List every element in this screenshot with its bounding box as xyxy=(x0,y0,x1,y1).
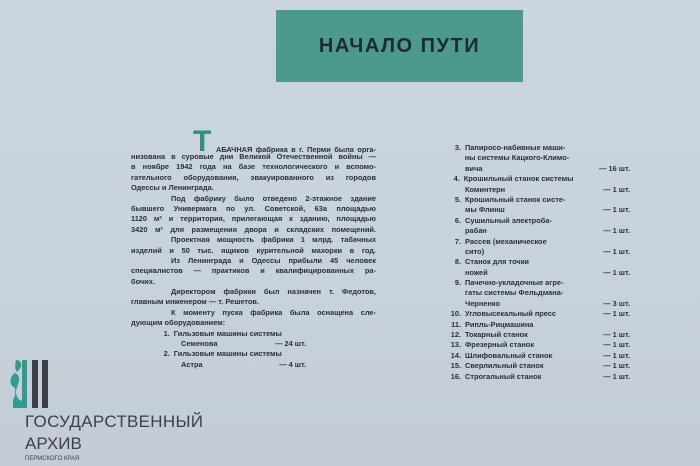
text-line: гательного оборудования, эвакуированного из городов xyxy=(131,172,376,182)
equipment-item xyxy=(447,351,630,361)
item-name: Пачечно-укладочные агре- xyxy=(465,278,564,288)
item-name: Рипль-Рицмашина xyxy=(465,319,534,329)
item-number xyxy=(447,205,461,215)
item-quantity: — 16 шт. xyxy=(599,163,630,173)
item-name: сито) xyxy=(465,246,485,256)
equipment-item xyxy=(447,340,630,350)
equipment-item xyxy=(447,299,630,309)
item-number: 9. xyxy=(454,278,461,288)
item-quantity xyxy=(569,153,630,163)
item-number: 11. xyxy=(451,319,461,329)
page-title: НАЧАЛО ПУТИ xyxy=(318,34,481,57)
item-name: рабан xyxy=(465,226,487,236)
item-name: Рассев (механическое xyxy=(465,236,547,246)
text-line: 1120 м² и территория, прилегающая к зданию, площадью xyxy=(131,214,376,224)
equipment-item xyxy=(447,330,630,340)
archive-name-line3: ПЕРМСКОГО КРАЯ xyxy=(25,456,80,462)
item-name: вича xyxy=(465,163,483,173)
item-quantity: — 1 шт. xyxy=(603,309,630,319)
equipment-item xyxy=(447,268,630,278)
item-number: 14. xyxy=(450,350,461,360)
item-name: Гильзовые машины системы xyxy=(173,349,282,359)
equipment-item xyxy=(447,185,630,195)
equipment-item xyxy=(447,174,630,184)
equipment-item xyxy=(447,164,630,174)
text-line: низована в суровые дни Великой Отечественной войны — xyxy=(131,152,376,161)
item-number xyxy=(447,153,461,163)
text-line: в ноябре 1942 года на базе технологического и вспомо- xyxy=(131,162,376,172)
item-number xyxy=(447,185,461,195)
equipment-item xyxy=(447,372,630,382)
item-name: Токарный станок xyxy=(465,330,528,340)
text-line: дующим оборудованием: xyxy=(131,318,226,328)
text-line: бывшего Универмага по ул. Советской, 63а площадью xyxy=(131,203,376,213)
item-quantity: — 1 шт. xyxy=(603,350,630,360)
equipment-item xyxy=(131,339,306,349)
item-quantity: — 1 шт. xyxy=(603,267,630,277)
item-quantity: — 3 шт. xyxy=(603,298,630,308)
item-quantity: — 24 шт. xyxy=(275,339,306,349)
archive-name-line2: АРХИВ xyxy=(25,434,82,453)
item-name: ны системы Кацкого-Климо- xyxy=(464,153,570,163)
item-number: 1. xyxy=(163,328,170,338)
item-name: Угловысекальный пресс xyxy=(465,309,557,319)
text-line: специалистов — практиков и квалифицированных ра- xyxy=(131,266,376,276)
item-quantity xyxy=(282,329,306,339)
item-name: Сверлильный станок xyxy=(465,361,544,371)
equipment-item xyxy=(447,237,630,247)
text-line: Одессы и Ленинграда. xyxy=(131,183,214,193)
item-name: Крошильный станок систе- xyxy=(465,194,566,204)
item-number: 6. xyxy=(454,215,461,225)
left-column-text xyxy=(131,152,376,370)
item-quantity: — 1 шт. xyxy=(603,340,630,350)
item-number: 7. xyxy=(454,236,461,246)
item-name: ножей xyxy=(465,267,488,277)
item-number xyxy=(447,288,461,298)
item-quantity: — 1 шт. xyxy=(603,205,630,215)
item-number xyxy=(447,164,461,174)
item-quantity: — 1 шт. xyxy=(603,330,630,340)
item-number: 3. xyxy=(454,143,461,152)
item-quantity xyxy=(568,278,630,288)
item-number: 15. xyxy=(450,361,461,371)
item-quantity xyxy=(573,174,630,184)
equipment-item xyxy=(447,216,630,226)
title-banner xyxy=(276,10,523,82)
equipment-item xyxy=(447,247,630,257)
item-number xyxy=(447,226,461,236)
item-name: Фрезерный станок xyxy=(465,340,535,350)
text-line: главным инженером — т. Решетов. xyxy=(131,297,260,307)
item-name: Сушильный электроба- xyxy=(465,215,552,225)
item-number xyxy=(447,268,461,278)
item-number xyxy=(447,299,461,309)
equipment-list-right xyxy=(447,143,630,382)
text-line: Под фабрику было отведено 2-этажное здание xyxy=(171,193,376,203)
item-number: 4. xyxy=(453,174,460,184)
item-quantity: — 1 шт. xyxy=(603,226,630,236)
equipment-item xyxy=(447,309,630,319)
text-line: изделий и 50 тыс. ящиков курительной махорки в год. xyxy=(131,245,376,255)
item-name: Строгальный станок xyxy=(465,371,542,381)
text-line: бочих. xyxy=(131,276,155,286)
item-number: 12. xyxy=(450,330,461,340)
item-number: 8. xyxy=(454,257,461,267)
item-name: Крошильный станок системы xyxy=(463,174,574,184)
archive-name-line1: ГОСУДАРСТВЕННЫЙ xyxy=(25,412,204,431)
equipment-item xyxy=(447,361,630,371)
item-name: Черненко xyxy=(465,298,500,308)
item-name: Шлифовальный станок xyxy=(465,350,553,360)
equipment-item xyxy=(131,329,306,339)
equipment-item xyxy=(447,320,630,330)
item-name: Коминтерн xyxy=(465,184,506,194)
equipment-item xyxy=(447,143,630,153)
item-number: 2. xyxy=(163,349,170,359)
item-quantity xyxy=(568,257,630,267)
item-quantity: — 1 шт. xyxy=(603,361,630,371)
item-number xyxy=(447,247,461,257)
item-quantity xyxy=(282,349,306,359)
item-quantity xyxy=(568,195,630,205)
item-number xyxy=(163,339,177,349)
item-quantity: — 1 шт. xyxy=(603,371,630,381)
equipment-item xyxy=(447,288,630,298)
text-line: Проектная мощность фабрики 1 млрд. табачных xyxy=(171,235,376,245)
item-number: 5. xyxy=(454,194,461,204)
item-number: 13. xyxy=(450,340,461,350)
item-number xyxy=(163,360,177,370)
equipment-item xyxy=(131,349,306,359)
drop-cap: Т xyxy=(193,125,212,158)
equipment-item xyxy=(131,360,306,370)
item-quantity xyxy=(568,143,630,153)
item-quantity xyxy=(568,288,630,298)
item-quantity: — 1 шт. xyxy=(603,246,630,256)
item-quantity: — 1 шт. xyxy=(603,184,630,194)
item-name: мы Флинш xyxy=(465,205,505,215)
item-number: 10. xyxy=(450,309,461,319)
item-name: Папиросо-набивные маши- xyxy=(465,143,566,152)
item-name: Астра xyxy=(181,359,203,369)
text-line: 3420 м² для размещения двора и складских помещений. xyxy=(131,224,376,234)
item-quantity xyxy=(568,237,630,247)
equipment-item xyxy=(447,195,630,205)
equipment-item xyxy=(447,278,630,288)
item-quantity xyxy=(568,216,630,226)
equipment-item xyxy=(447,257,630,267)
equipment-item xyxy=(447,205,630,215)
equipment-item xyxy=(447,226,630,236)
text-line: К моменту пуска фабрика была оснащена сле- xyxy=(171,307,376,317)
item-name: Станок для точки xyxy=(465,257,529,267)
item-name: Гильзовые машины системы xyxy=(173,328,282,338)
text-line: Из Ленинграда и Одессы прибыли 45 человек xyxy=(171,255,376,265)
item-quantity xyxy=(568,320,630,330)
item-name: Семенова xyxy=(181,339,218,349)
item-name: гаты системы Фельдмана- xyxy=(465,288,564,298)
equipment-item xyxy=(447,153,630,163)
archive-logo-icon xyxy=(8,358,58,410)
item-number: 16. xyxy=(450,371,461,381)
item-quantity: — 4 шт. xyxy=(279,359,306,369)
intro-first-line: АБАЧНАЯ фабрика в г. Перми была орга- xyxy=(216,145,376,154)
text-line: Директором фабрики был назначен т. Федотов, xyxy=(171,287,376,297)
